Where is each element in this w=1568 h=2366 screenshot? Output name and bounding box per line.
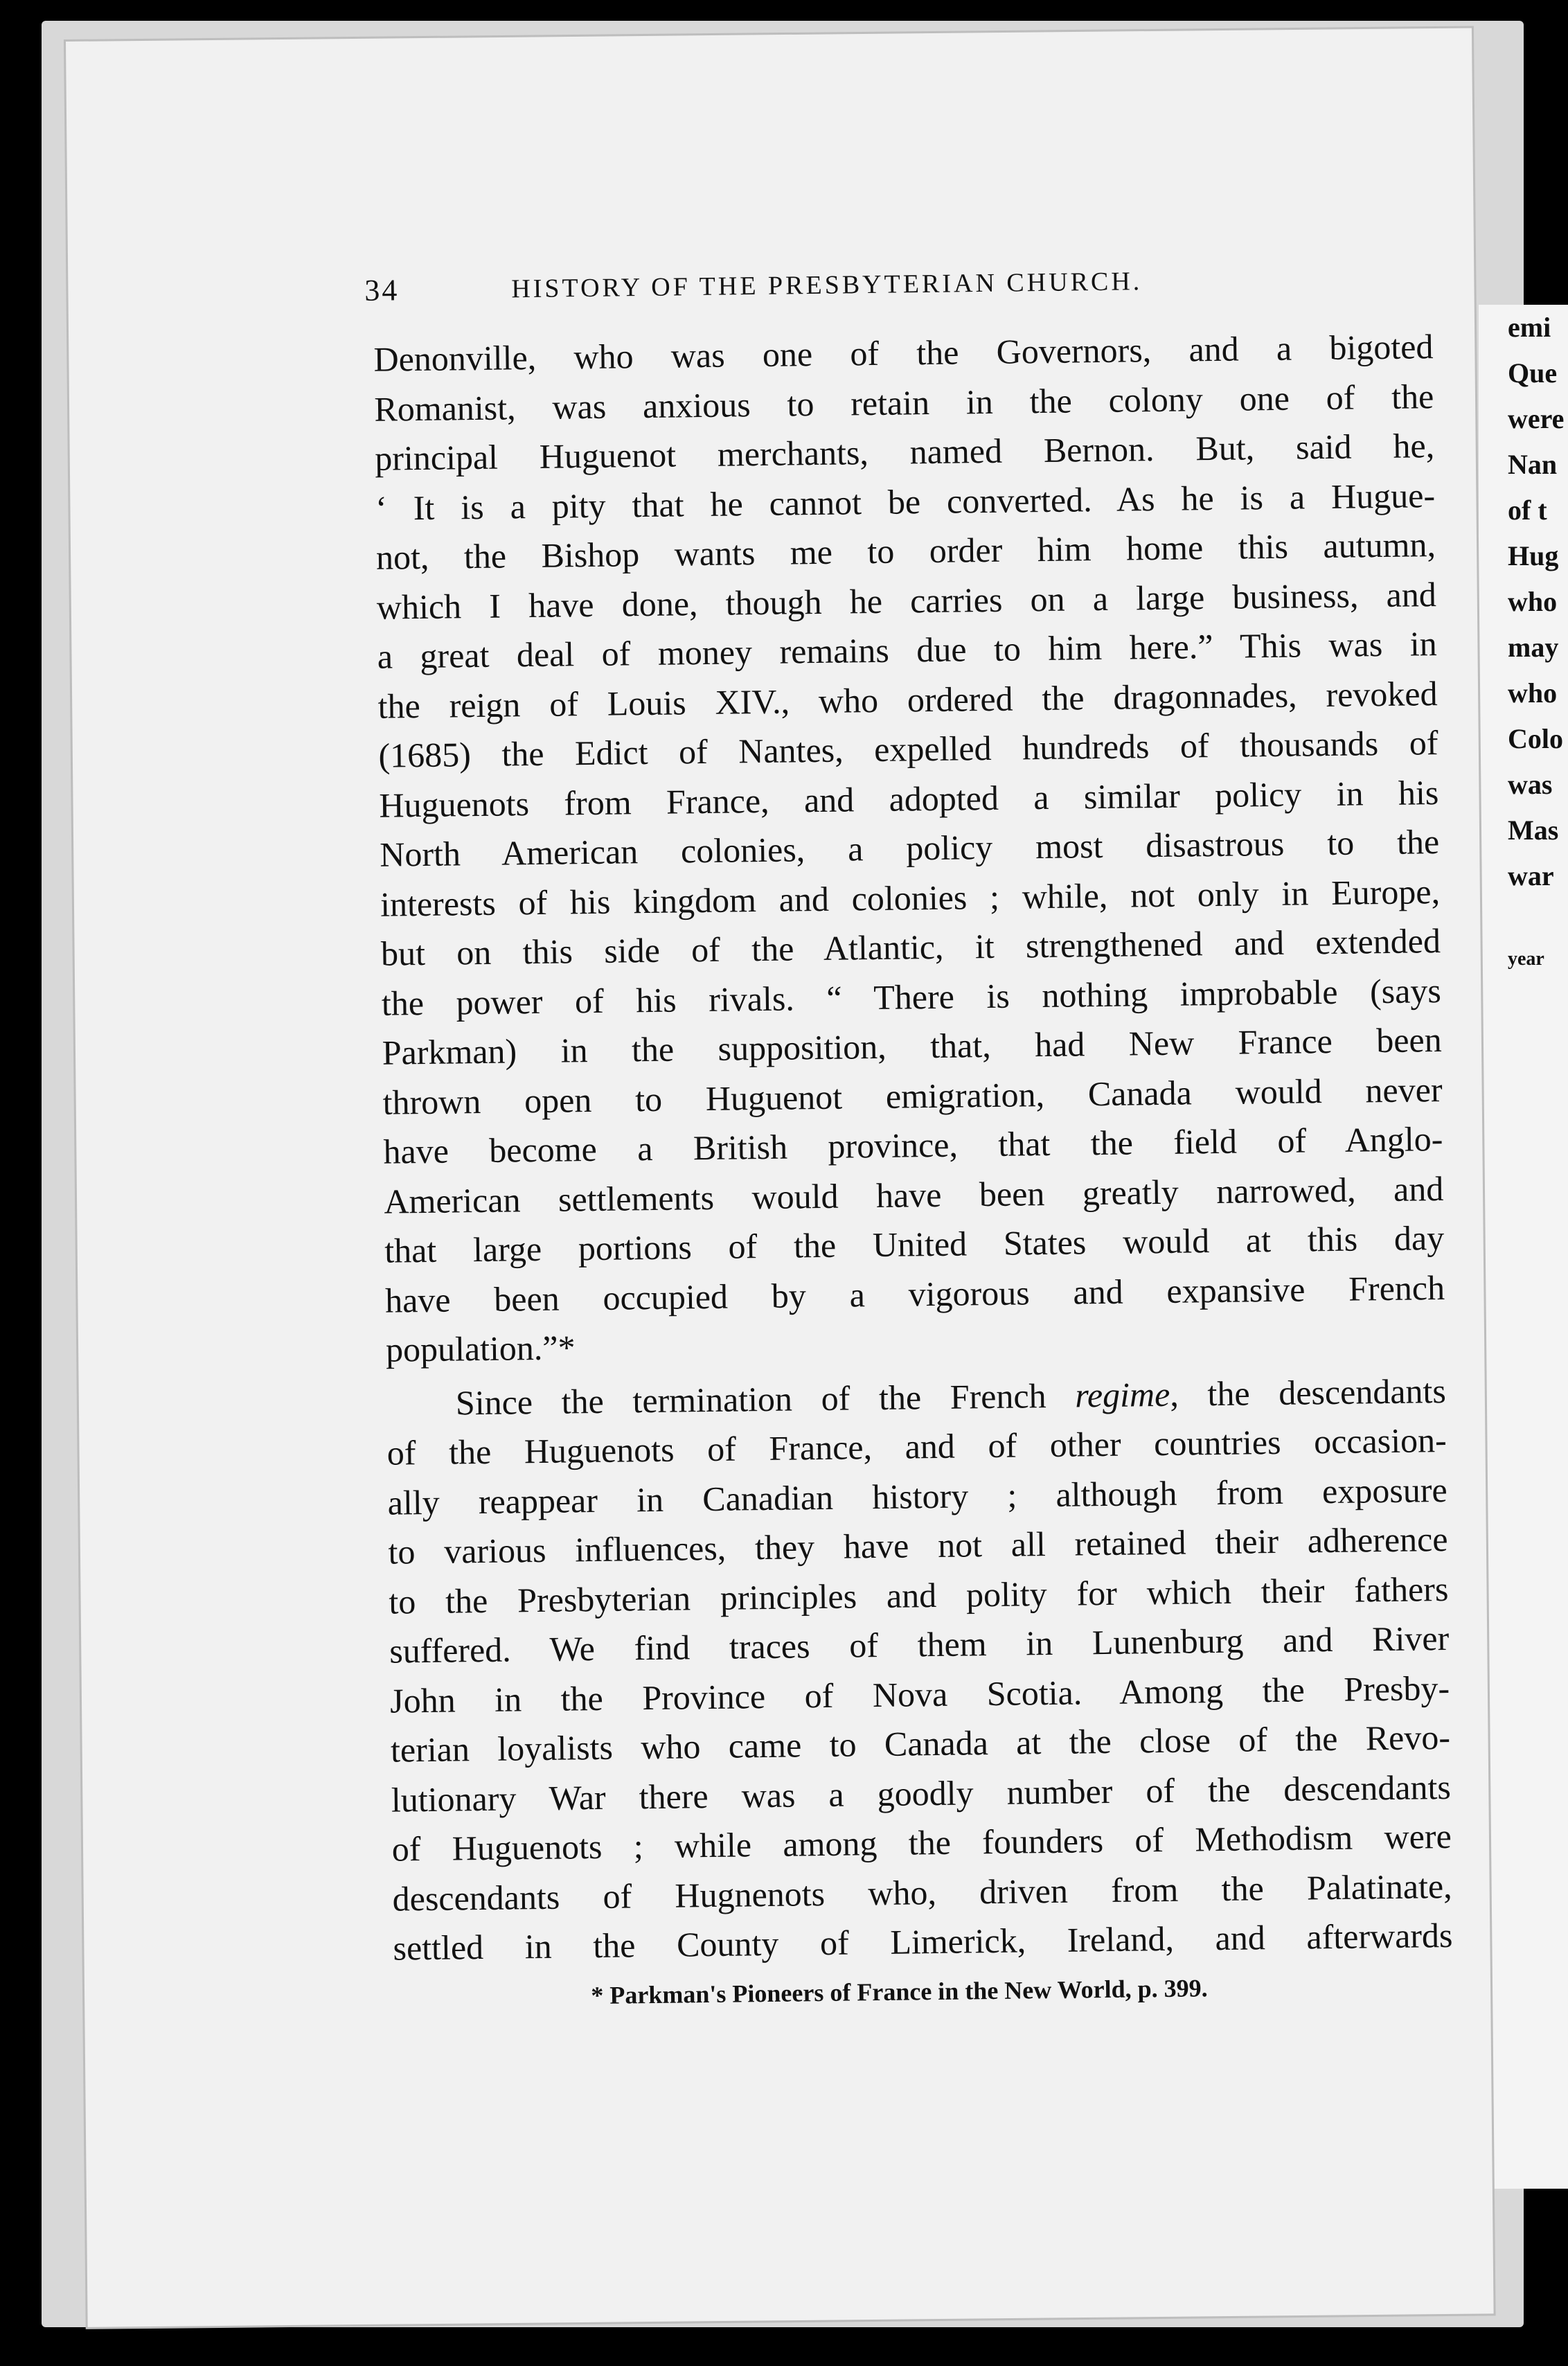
facing-page-strip	[1479, 305, 1568, 2189]
text-run: , the descendants	[1169, 1371, 1447, 1414]
text-line: (1685) the Edict of Nantes, expelled hundreds of thousands of	[378, 723, 1438, 775]
facing-fragment: who	[1508, 677, 1558, 709]
text-line: suffered. We find traces of them in Lunenburg and River	[389, 1618, 1450, 1671]
facing-fragment: Hug	[1508, 540, 1559, 571]
facing-fragment: Mas	[1508, 815, 1559, 846]
facing-fragment: emi	[1508, 312, 1551, 343]
italic-word: regime	[1074, 1374, 1170, 1415]
facing-fragment: year	[1508, 948, 1544, 970]
text-line: Romanist, was anxious to retain in the colony one of the	[374, 376, 1434, 429]
page-number: 34	[364, 273, 400, 308]
text-line: Parkman) in the supposition, that, had New France been	[382, 1020, 1442, 1072]
text-line: the power of his rivals. “ There is nothing improbable (says	[381, 970, 1442, 1023]
text-line: ‘ It is a pity that he cannot be converted. As he is a Hugue-	[375, 475, 1436, 528]
text-line: thrown open to Huguenot emigration, Canada would never	[382, 1069, 1443, 1122]
facing-fragment: was	[1508, 769, 1553, 800]
facing-fragment: may	[1508, 632, 1559, 663]
text-line: of Huguenots ; while among the founders of Methodism were	[391, 1816, 1452, 1869]
text-line: of the Huguenots of France, and of other countries occasion-	[386, 1420, 1447, 1473]
text-line: have become a British province, that the field of Anglo-	[383, 1119, 1443, 1171]
facing-fragment: who	[1508, 586, 1558, 617]
paragraph-2	[317, 1366, 1453, 1974]
text-line: that large portions of the United States would at this day	[384, 1218, 1445, 1270]
text-line: descendants of Hugnenots who, driven from the Palatinate,	[392, 1866, 1452, 1919]
text-line: not, the Bishop wants me to order him home this autumn,	[375, 525, 1436, 577]
facing-fragment: Que	[1508, 357, 1558, 389]
text-line: lutionary War there was a goodly number of the descendants	[391, 1767, 1452, 1820]
text-line: population.”*	[385, 1328, 576, 1369]
facing-fragment: of t	[1508, 495, 1547, 526]
text-line: terian loyalists who came to Canada at the close of the Revo-	[390, 1717, 1451, 1770]
text-line: principal Huguenot merchants, named Bernon. But, said he,	[374, 426, 1435, 478]
text-line: a great deal of money remains due to him here.” This was in	[377, 624, 1437, 676]
text-line: interests of his kingdom and colonies ; while, not only in Europe,	[380, 871, 1441, 924]
facing-fragment: were	[1508, 403, 1565, 434]
text-line: ally reappear in Canadian history ; although from exposure	[387, 1470, 1447, 1522]
facing-fragment: Colo	[1508, 723, 1563, 754]
text-line: but on this side of the Atlantic, it strengthened and extended	[380, 921, 1441, 973]
facing-fragment: war	[1508, 860, 1554, 891]
text-line: the reign of Louis XIV., who ordered the dragonnades, revoked	[377, 673, 1438, 726]
text-line: which I have done, though he carries on a large business, and	[376, 574, 1437, 627]
running-title: HISTORY OF THE PRESBYTERIAN CHURCH.	[511, 267, 1143, 304]
footnote: * Parkman's Pioneers of France in the New World, p. 399.	[591, 1973, 1208, 2009]
facing-fragment: Nan	[1508, 449, 1558, 480]
paragraph-1	[304, 322, 1445, 1376]
text-line: have been occupied by a vigorous and expansive French	[384, 1268, 1445, 1320]
text-line: to various influences, they have not all retained their adherence	[388, 1519, 1448, 1572]
text-line: North American colonies, a policy most disastrous to the	[379, 822, 1440, 874]
text-line: Denonville, who was one of the Governors, and a bigoted	[373, 327, 1434, 379]
text-line: American settlements would have been greatly narrowed, and	[384, 1168, 1444, 1221]
page-text	[303, 260, 1454, 2013]
text-line: John in the Province of Nova Scotia. Among the Presby-	[389, 1668, 1450, 1720]
text-run: Since the termination of the French	[455, 1376, 1076, 1422]
text-line: to the Presbyterian principles and polity for which their fathers	[389, 1569, 1449, 1621]
text-line: Huguenots from France, and adopted a similar policy in his	[379, 772, 1439, 825]
text-line: settled in the County of Limerick, Ireland, and afterwards	[393, 1915, 1453, 1968]
